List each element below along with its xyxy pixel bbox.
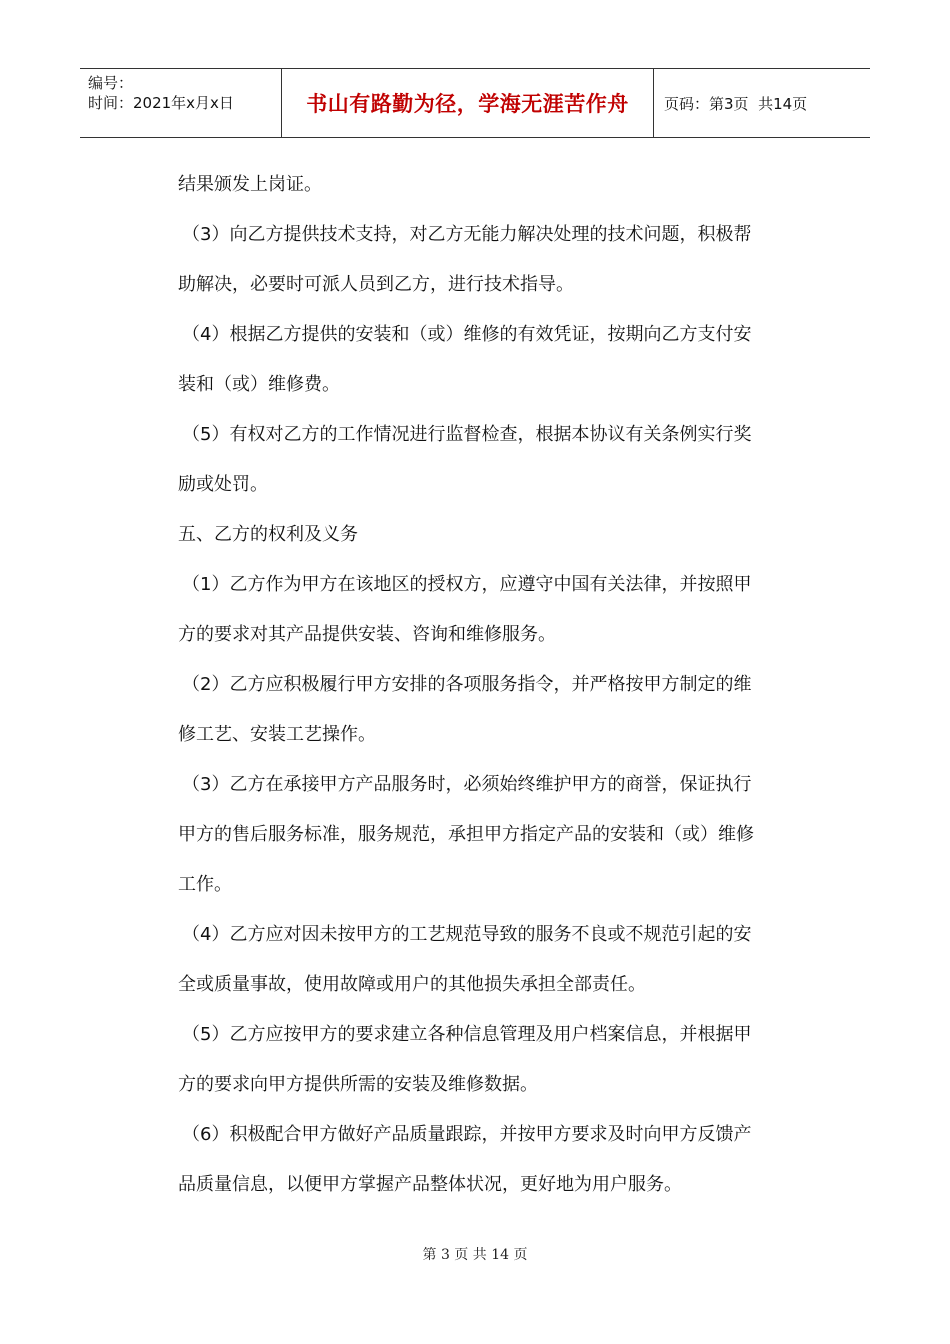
body-line: 工作。 xyxy=(178,874,232,895)
body-line: 励或处罚。 xyxy=(178,474,268,495)
header-motto-cell xyxy=(282,69,654,137)
body-line: 助解决，必要时可派人员到乙方，进行技术指导。 xyxy=(178,274,574,295)
body-line: （5）有权对乙方的工作情况进行监督检查，根据本协议有关条例实行奖 xyxy=(182,424,752,445)
body-line: 结果颁发上岗证。 xyxy=(178,174,322,195)
body-line: （6）积极配合甲方做好产品质量跟踪，并按甲方要求及时向甲方反馈产 xyxy=(182,1124,752,1145)
header-page-cell xyxy=(654,69,870,137)
body-line: （3）乙方在承接甲方产品服务时，必须始终维护甲方的商誉，保证执行 xyxy=(182,774,752,795)
body-line: （4）乙方应对因未按甲方的工艺规范导致的服务不良或不规范引起的安 xyxy=(182,924,752,945)
header-meta-cell xyxy=(80,69,282,137)
body-line: 方的要求向甲方提供所需的安装及维修数据。 xyxy=(178,1074,538,1095)
body-line: （3）向乙方提供技术支持，对乙方无能力解决处理的技术问题，积极帮 xyxy=(182,224,752,245)
body-line: （5）乙方应按甲方的要求建立各种信息管理及用户档案信息，并根据甲 xyxy=(182,1024,752,1045)
body-line: （2）乙方应积极履行甲方安排的各项服务指令，并严格按甲方制定的维 xyxy=(182,674,752,695)
header-time-label: 时间：2021年x月x日 xyxy=(88,94,234,112)
body-line: （4）根据乙方提供的安装和（或）维修的有效凭证，按期向乙方支付安 xyxy=(182,324,752,345)
body-line: （1）乙方作为甲方在该地区的授权方，应遵守中国有关法律，并按照甲 xyxy=(182,574,752,595)
body-line: 方的要求对其产品提供安装、咨询和维修服务。 xyxy=(178,624,556,645)
body-line: 修工艺、安装工艺操作。 xyxy=(178,724,376,745)
body-line: 全或质量事故，使用故障或用户的其他损失承担全部责任。 xyxy=(178,974,646,995)
header-motto: 书山有路勤为径，学海无涯苦作舟 xyxy=(306,92,629,116)
page-footer xyxy=(0,1244,950,1264)
body-line: 装和（或）维修费。 xyxy=(178,374,340,395)
header-page-info: 页码：第3页 共14页 xyxy=(664,94,808,113)
body-line: 品质量信息，以便甲方掌握产品整体状况，更好地为用户服务。 xyxy=(178,1174,682,1195)
body-line: 甲方的售后服务标准，服务规范，承担甲方指定产品的安装和（或）维修 xyxy=(178,824,754,845)
document-body xyxy=(178,160,808,1210)
document-header xyxy=(80,68,870,138)
section-heading: 五、乙方的权利及义务 xyxy=(178,524,358,545)
header-number-label: 编号： xyxy=(88,74,134,92)
footer-page-number: 第 3 页 共 14 页 xyxy=(422,1247,528,1263)
